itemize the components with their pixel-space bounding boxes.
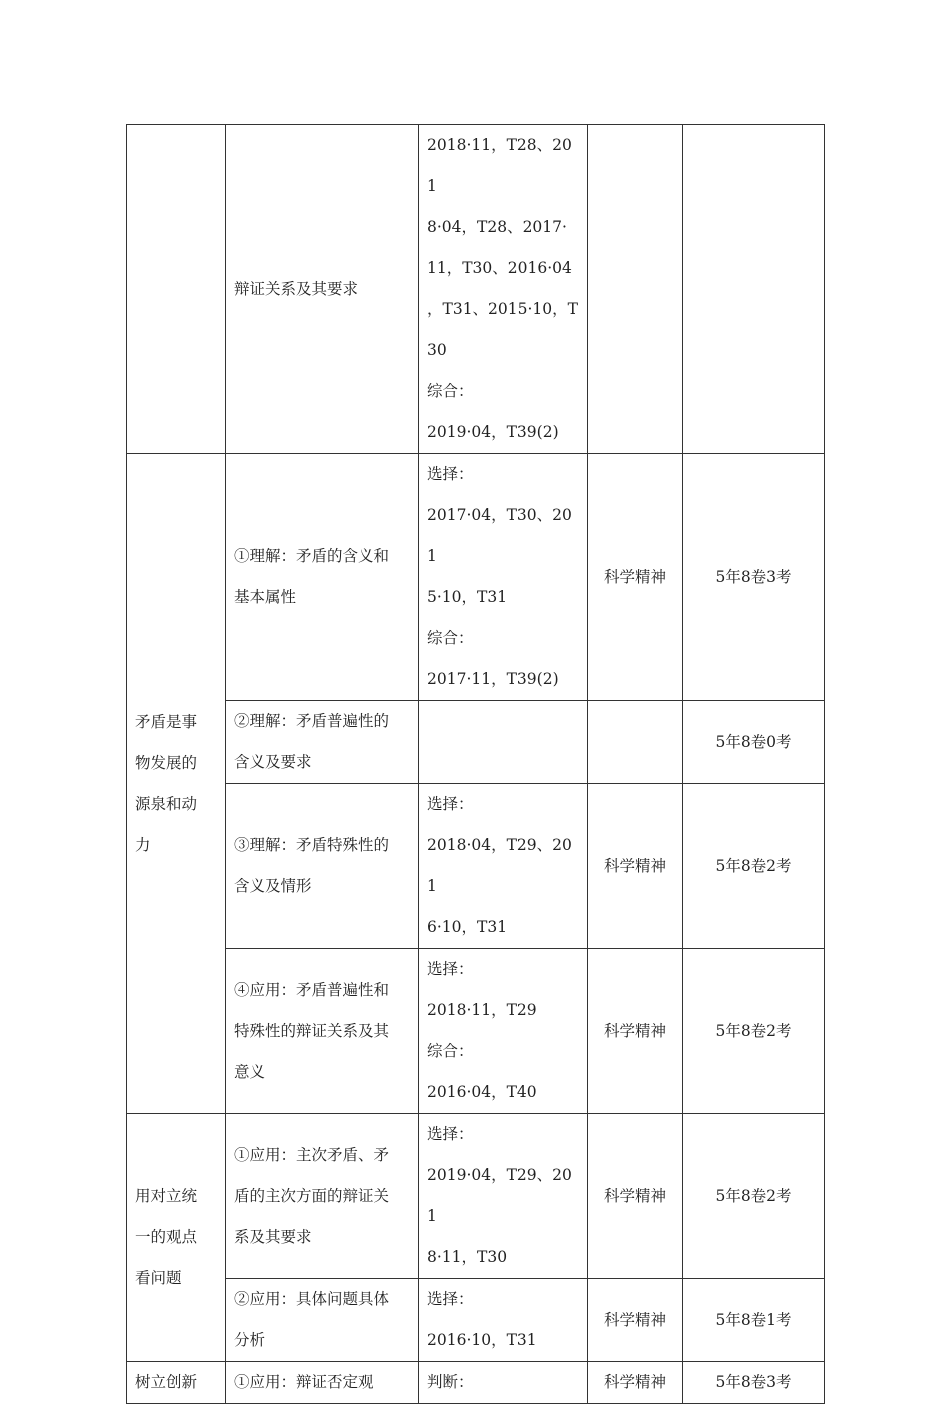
topic-cell bbox=[127, 454, 226, 1114]
requirement-cell-line: ②理解：矛盾普遍性的 bbox=[234, 712, 390, 730]
exam-cell-line: 选择： bbox=[427, 465, 474, 483]
exam-cell-line: 选择： bbox=[427, 1290, 474, 1308]
literacy-cell: 科学精神 bbox=[588, 949, 683, 1114]
exam-cell-line: 2016·04，T40 bbox=[427, 1083, 537, 1101]
requirement-cell-line: ③理解：矛盾特殊性的 bbox=[234, 836, 390, 854]
exam-cell-line: 2018·04，T29、201 bbox=[427, 836, 572, 895]
requirement-cell bbox=[226, 701, 419, 784]
topic-cell bbox=[127, 125, 226, 454]
exam-cell-line: 2017·04，T30、201 bbox=[427, 506, 572, 565]
requirement-cell-line: 辩证关系及其要求 bbox=[234, 279, 359, 298]
requirement-cell-line: 意义 bbox=[234, 1062, 266, 1081]
topic-cell-line: 力 bbox=[135, 835, 151, 854]
literacy-cell: 科学精神 bbox=[588, 1362, 683, 1404]
exam-cell-line: 选择： bbox=[427, 795, 474, 813]
table-row bbox=[127, 784, 825, 949]
exam-cell bbox=[419, 1362, 588, 1404]
literacy-cell: 科学精神 bbox=[588, 454, 683, 701]
requirement-cell-line: 含义及要求 bbox=[234, 753, 312, 771]
requirement-cell bbox=[226, 1279, 419, 1362]
curriculum-table bbox=[126, 124, 825, 1404]
requirement-cell-line: 特殊性的辩证关系及其 bbox=[234, 1021, 390, 1040]
frequency-cell: 5年8卷2考 bbox=[683, 784, 825, 949]
requirement-cell bbox=[226, 1114, 419, 1279]
topic-cell-line: 用对立统 bbox=[135, 1187, 198, 1205]
exam-cell-line: 5·10，T31 bbox=[427, 588, 508, 606]
exam-cell bbox=[419, 1279, 588, 1362]
frequency-cell: 5年8卷2考 bbox=[683, 1114, 825, 1279]
requirement-cell bbox=[226, 949, 419, 1114]
frequency-cell: 5年8卷3考 bbox=[683, 1362, 825, 1404]
frequency-cell: 5年8卷1考 bbox=[683, 1279, 825, 1362]
exam-cell-line: 8·11，T30 bbox=[427, 1248, 508, 1266]
topic-cell-line: 矛盾是事 bbox=[135, 712, 198, 731]
topic-cell-line: 物发展的 bbox=[135, 753, 198, 772]
table-row bbox=[127, 454, 825, 701]
frequency-cell: 5年8卷3考 bbox=[683, 454, 825, 701]
exam-cell-line: 综合： bbox=[427, 629, 474, 647]
table-row bbox=[127, 1279, 825, 1362]
exam-cell bbox=[419, 454, 588, 701]
requirement-cell-line: ①应用：主次矛盾、矛 bbox=[234, 1145, 390, 1164]
literacy-cell: 科学精神 bbox=[588, 1279, 683, 1362]
exam-cell bbox=[419, 949, 588, 1114]
table-body bbox=[127, 125, 825, 1404]
exam-cell-line: 2018·11，T28、201 bbox=[427, 136, 572, 195]
requirement-cell bbox=[226, 125, 419, 454]
topic-cell-line: 看问题 bbox=[135, 1269, 182, 1287]
frequency-cell bbox=[683, 125, 825, 454]
exam-cell-line: 判断： bbox=[427, 1373, 474, 1391]
table-row bbox=[127, 1362, 825, 1404]
exam-cell-line: 2016·10，T31 bbox=[427, 1331, 537, 1349]
exam-cell-line: 综合： bbox=[427, 1042, 474, 1060]
exam-cell-line: 2019·04，T39(2) bbox=[427, 423, 559, 441]
requirement-cell-line: 基本属性 bbox=[234, 588, 297, 606]
exam-cell-line: ，T31、2015·10，T bbox=[427, 300, 578, 318]
exam-cell-line: 2018·11，T29 bbox=[427, 1001, 537, 1019]
exam-cell-line: 选择： bbox=[427, 960, 474, 978]
table-row bbox=[127, 1114, 825, 1279]
exam-cell bbox=[419, 701, 588, 784]
exam-cell-line: 2019·04，T29、201 bbox=[427, 1166, 572, 1225]
requirement-cell-line: 含义及情形 bbox=[234, 877, 312, 895]
exam-cell-line: 30 bbox=[427, 341, 447, 359]
exam-cell-line: 选择： bbox=[427, 1125, 474, 1143]
exam-cell-line: 6·10，T31 bbox=[427, 918, 508, 936]
requirement-cell bbox=[226, 1362, 419, 1404]
topic-cell-line: 源泉和动 bbox=[135, 794, 198, 813]
exam-cell bbox=[419, 125, 588, 454]
requirement-cell bbox=[226, 454, 419, 701]
requirement-cell-line: 系及其要求 bbox=[234, 1227, 312, 1246]
exam-cell-line: 8·04，T28、2017· bbox=[427, 218, 567, 236]
exam-cell bbox=[419, 784, 588, 949]
requirement-cell-line: 盾的主次方面的辩证关 bbox=[234, 1186, 390, 1205]
requirement-cell-line: ①理解：矛盾的含义和 bbox=[234, 547, 390, 565]
requirement-cell-line: ①应用：辩证否定观 bbox=[234, 1373, 374, 1391]
table-row bbox=[127, 701, 825, 784]
table-row bbox=[127, 949, 825, 1114]
table-row bbox=[127, 125, 825, 454]
literacy-cell bbox=[588, 125, 683, 454]
exam-cell-line: 2017·11，T39(2) bbox=[427, 670, 559, 688]
requirement-cell-line: ②应用：具体问题具体 bbox=[234, 1290, 390, 1308]
literacy-cell bbox=[588, 701, 683, 784]
exam-cell-line: 综合： bbox=[427, 382, 474, 400]
exam-cell bbox=[419, 1114, 588, 1279]
topic-cell-line: 树立创新 bbox=[135, 1373, 198, 1391]
topic-cell bbox=[127, 1114, 226, 1362]
frequency-cell: 5年8卷2考 bbox=[683, 949, 825, 1114]
topic-cell-line: 一的观点 bbox=[135, 1228, 198, 1246]
exam-cell-line: 11，T30、2016·04 bbox=[427, 259, 572, 277]
topic-cell bbox=[127, 1362, 226, 1404]
literacy-cell: 科学精神 bbox=[588, 784, 683, 949]
literacy-cell: 科学精神 bbox=[588, 1114, 683, 1279]
requirement-cell bbox=[226, 784, 419, 949]
requirement-cell-line: 分析 bbox=[234, 1331, 266, 1349]
requirement-cell-line: ④应用：矛盾普遍性和 bbox=[234, 980, 390, 999]
frequency-cell: 5年8卷0考 bbox=[683, 701, 825, 784]
